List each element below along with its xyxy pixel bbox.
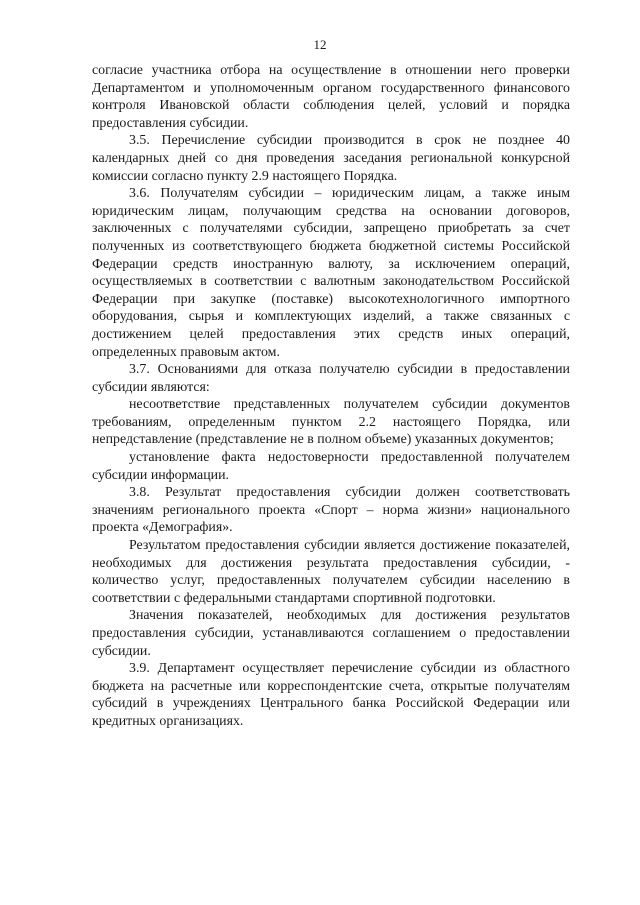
paragraph-indicator-values: Значения показателей, необходимых для достижения результатов предоставления субсидии, устанавливаются соглашением о предоставлении субсидии. — [92, 608, 570, 659]
paragraph-refusal-reason-1: несоответствие представленных получателем субсидии документов требованиям, определенным пунктом 2.2 настоящего Порядка, или непредставление (представление не в полном объеме) указанных документов; — [92, 397, 570, 448]
page-number: 12 — [313, 37, 327, 52]
paragraph-3-9: 3.9. Департамент осуществляет перечисление субсидии из областного бюджета на расчетные или корреспондентские счета, открытые получателям субсидий в учреждениях Центрального банка Российской Федерации или кредитных организациях. — [92, 661, 570, 729]
paragraph-result-indicators: Результатом предоставления субсидии является достижение показателей, необходимых для достижения результата предоставления субсидии, - количество услуг, предоставленных получателем субсидии населению в соответствии с федеральными стандартами спортивной подготовки. — [92, 538, 570, 606]
document-body — [92, 62, 570, 731]
paragraph-consent-continuation: согласие участника отбора на осуществление в отношении него проверки Департаментом и уполномоченным органом государственного финансового контроля Ивановской области соблюдения целей, условий и порядка предоставления субсидии. — [92, 63, 570, 131]
paragraph-3-5: 3.5. Перечисление субсидии производится в срок не позднее 40 календарных дней со дня проведения заседания региональной конкурсной комиссии согласно пункту 2.9 настоящего Порядка. — [92, 133, 570, 184]
paragraph-refusal-reason-2: установление факта недостоверности предоставленной получателем субсидии информации. — [92, 450, 570, 483]
paragraph-3-6: 3.6. Получателям субсидии – юридическим лицам, а также иным юридическим лицам, получающим средства на основании договоров, заключенных с получателями субсидии, запрещено приобретать за счет полученных из соответствующего бюджета бюджетной системы Российской Федерации средств иностранную валюту, за исключением операций, осуществляемых в соответствии с валютным законодательством Российской Федерации при закупке (поставке) высокотехнологичного импортного оборудования, сырья и комплектующих изделий, а также связанных с достижением целей предоставления этих средств иных операций, определенных правовым актом. — [92, 186, 570, 360]
paragraph-3-8: 3.8. Результат предоставления субсидии должен соответствовать значениям регионального проекта «Спорт – норма жизни» национального проекта «Демография». — [92, 485, 570, 536]
paragraph-3-7: 3.7. Основаниями для отказа получателю субсидии в предоставлении субсидии являются: — [92, 362, 570, 395]
